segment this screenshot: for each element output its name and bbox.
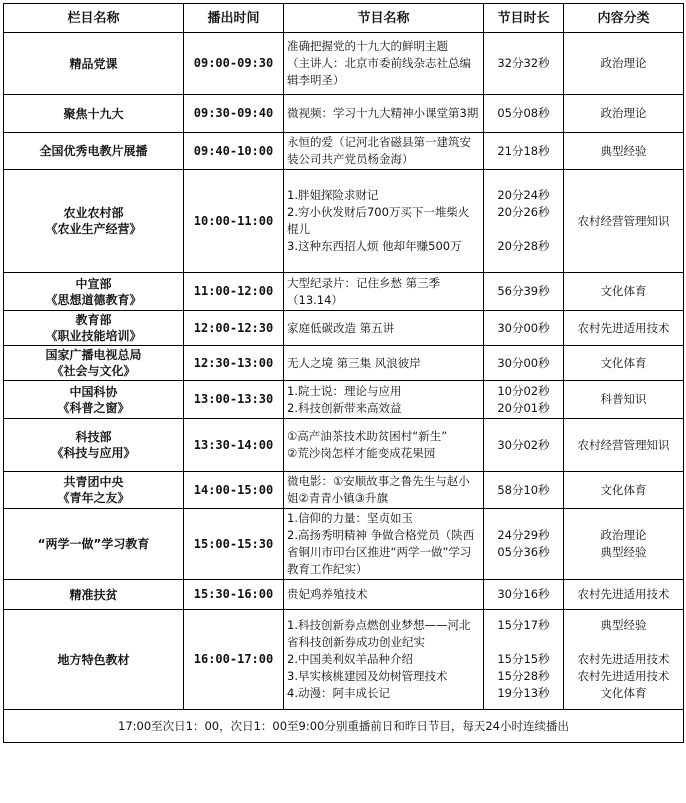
duration-line (487, 634, 560, 651)
program-line: 大型纪录片：记住乡愁 第三季（13.14） (287, 275, 441, 307)
duration-cell (484, 580, 564, 610)
table-row (4, 509, 684, 580)
table-row (4, 346, 684, 381)
program-line: 2.科技创新带来高效益 (287, 400, 402, 415)
category-line: 典型经验 (600, 618, 647, 632)
duration-cell (484, 170, 564, 273)
duration-line: 30分02秒 (497, 437, 550, 452)
duration-line: 19分13秒 (497, 686, 550, 700)
column-name-line: “两学一做”学习教育 (37, 537, 150, 551)
category-cell (564, 133, 684, 170)
air-time-cell: 15:30-16:00 (184, 580, 284, 610)
duration-cell (484, 610, 564, 710)
air-time-cell: 09:00-09:30 (184, 33, 284, 95)
duration-line: 30分16秒 (497, 587, 550, 601)
column-name-line: 《科普之窗》 (57, 400, 130, 415)
program-line: 1.信仰的力量：坚贞如玉 (287, 511, 413, 525)
duration-cell (484, 472, 564, 509)
program-cell (284, 170, 484, 273)
air-time-cell: 11:00-12:00 (184, 273, 284, 311)
category-cell (564, 346, 684, 381)
program-line: 贵妃鸡养殖技术 (287, 587, 368, 601)
header-duration: 节目时长 (484, 4, 564, 33)
category-cell (564, 311, 684, 346)
column-name-line: 《科技与应用》 (51, 446, 136, 460)
column-name-cell (4, 170, 184, 273)
category-line: 科普知识 (600, 392, 647, 406)
program-line: 4.动漫：阿丰成长记 (287, 686, 390, 700)
category-cell (564, 419, 684, 472)
duration-line: 24分29秒 (497, 528, 550, 542)
column-name-cell (4, 33, 184, 95)
category-line: 农村经营管理知识 (577, 437, 670, 452)
duration-line: 05分08秒 (497, 106, 550, 120)
category-line (567, 634, 680, 651)
program-line: 永恒的爱（记河北省磁县第一建筑安装公司共产党员杨金海） (287, 135, 471, 166)
category-cell (564, 580, 684, 610)
column-name-cell (4, 580, 184, 610)
column-name-cell (4, 311, 184, 346)
air-time-cell: 12:30-13:00 (184, 346, 284, 381)
duration-line: 20分01秒 (497, 400, 550, 415)
program-cell (284, 33, 484, 95)
duration-line: 15分28秒 (497, 669, 550, 683)
air-time-cell: 14:00-15:00 (184, 472, 284, 509)
table-row (4, 472, 684, 509)
category-line: 农村先进适用技术 (577, 669, 670, 683)
duration-cell (484, 133, 564, 170)
header-air-time: 播出时间 (184, 4, 284, 33)
program-line: 1.科技创新券点燃创业梦想——河北省科技创新券成功创业纪实 (287, 618, 471, 649)
category-line: 农村先进适用技术 (577, 652, 670, 666)
program-cell (284, 346, 484, 381)
duration-line: 20分28秒 (497, 239, 550, 253)
program-line: ②荒沙岗怎样才能变成花果园 (287, 446, 436, 460)
air-time-cell: 13:00-13:30 (184, 381, 284, 419)
column-name-line: 全国优秀电教片展播 (39, 144, 148, 158)
table-row (4, 311, 684, 346)
duration-cell (484, 509, 564, 580)
program-line: （主讲人：北京市委前线杂志社总编辑李明圣） (287, 56, 471, 87)
category-line: 政治理论 (600, 528, 647, 542)
category-line: 政治理论 (600, 106, 647, 120)
column-name-cell (4, 509, 184, 580)
column-name-line: 共青团中央 (63, 475, 124, 489)
duration-line: 30分00秒 (497, 320, 550, 335)
schedule-body (4, 33, 684, 710)
program-cell (284, 311, 484, 346)
duration-line: 58分10秒 (497, 482, 550, 497)
column-name-line: 农业农村部 (63, 206, 124, 220)
category-cell (564, 472, 684, 509)
category-line: 农村先进适用技术 (577, 587, 670, 601)
column-name-line: 国家广播电视总局 (45, 348, 142, 362)
program-line: 2.穷小伙发财后700万买下一堆柴火棍儿 (287, 205, 470, 236)
column-name-line: 科技部 (75, 430, 112, 444)
category-cell (564, 381, 684, 419)
column-name-line: 《社会与文化》 (51, 364, 136, 378)
column-name-line: 中国科协 (69, 384, 118, 399)
duration-line: 05分36秒 (497, 545, 550, 559)
duration-cell (484, 33, 564, 95)
duration-line: 21分18秒 (497, 143, 550, 158)
program-cell (284, 472, 484, 509)
column-name-line: 聚焦十九大 (63, 106, 124, 121)
table-row (4, 580, 684, 610)
air-time-cell: 12:00-12:30 (184, 311, 284, 346)
program-line: 3.早实核桃建园及幼树管理技术 (287, 669, 448, 683)
air-time-cell: 09:40-10:00 (184, 133, 284, 170)
column-name-cell (4, 381, 184, 419)
table-row (4, 95, 684, 133)
category-line: 文化体育 (600, 355, 647, 370)
duration-line: 30分00秒 (497, 355, 550, 370)
header-program-name: 节目名称 (284, 4, 484, 33)
column-name-line: 《农业生产经营》 (45, 222, 142, 236)
duration-cell (484, 95, 564, 133)
table-row (4, 419, 684, 472)
table-row (4, 170, 684, 273)
schedule-table (3, 3, 684, 743)
program-line: 家庭低碳改造 第五讲 (287, 320, 395, 335)
program-cell (284, 273, 484, 311)
category-line: 文化体育 (600, 686, 647, 700)
duration-cell (484, 273, 564, 311)
program-line: 1.院士说：理论与应用 (287, 383, 402, 398)
air-time-cell: 10:00-11:00 (184, 170, 284, 273)
category-line: 文化体育 (600, 284, 647, 298)
header-category: 内容分类 (564, 4, 684, 33)
column-name-line: 精准扶贫 (69, 587, 118, 602)
program-line: ①高产油茶技术助贫困村“新生” (287, 429, 448, 443)
column-name-line: 《职业技能培训》 (45, 329, 142, 343)
column-name-cell (4, 472, 184, 509)
category-line: 政治理论 (600, 56, 647, 70)
program-cell (284, 610, 484, 710)
duration-cell (484, 381, 564, 419)
footer-row (4, 710, 684, 743)
table-row (4, 33, 684, 95)
category-line: 典型经验 (600, 143, 647, 158)
column-name-line: 《思想道德教育》 (45, 292, 142, 307)
column-name-line: 精品党课 (69, 56, 118, 71)
column-name-line: 地方特色教材 (57, 652, 130, 667)
column-name-cell (4, 95, 184, 133)
table-row (4, 133, 684, 170)
table-row (4, 381, 684, 419)
replay-note: 17:00至次日1：00，次日1：00至9:00分别重播前日和昨日节目，每天24小时连续播出 (4, 710, 684, 743)
duration-line (487, 221, 560, 238)
air-time-cell: 09:30-09:40 (184, 95, 284, 133)
category-line: 农村先进适用技术 (577, 320, 670, 335)
duration-line: 15分15秒 (497, 652, 550, 666)
program-cell (284, 419, 484, 472)
table-row (4, 610, 684, 710)
header-column-name: 栏目名称 (4, 4, 184, 33)
duration-line: 32分32秒 (497, 56, 550, 70)
program-line: 准确把握党的十九大的鲜明主题 (287, 39, 448, 53)
category-cell (564, 33, 684, 95)
column-name-cell (4, 133, 184, 170)
program-line: 微电影：①安顺故事之鲁先生与赵小姐②青青小镇③升旗 (287, 474, 470, 505)
column-name-cell (4, 419, 184, 472)
program-cell (284, 133, 484, 170)
program-cell (284, 509, 484, 580)
column-name-cell (4, 610, 184, 710)
program-cell (284, 381, 484, 419)
category-cell (564, 610, 684, 710)
column-name-line: 《青年之友》 (57, 491, 130, 505)
header-row (4, 4, 684, 33)
program-line: 无人之境 第三集 风浪彼岸 (287, 355, 421, 370)
program-cell (284, 95, 484, 133)
category-cell (564, 509, 684, 580)
duration-line: 20分26秒 (497, 205, 550, 219)
column-name-line: 中宣部 (75, 276, 112, 291)
category-cell (564, 170, 684, 273)
duration-line: 56分39秒 (497, 284, 550, 298)
program-cell (284, 580, 484, 610)
program-line: 1.胖姐探险求财记 (287, 188, 379, 202)
duration-cell (484, 311, 564, 346)
duration-line: 20分24秒 (497, 188, 550, 202)
program-line: 2.中国美利奴羊品种介绍 (287, 652, 413, 666)
duration-cell (484, 419, 564, 472)
program-line: 微视频：学习十九大精神小课堂第3期 (287, 106, 479, 120)
program-line: 2.高扬秀明精神 争做合格党员（陕西省铜川市印台区推进“两学一做”学习教育工作纪实） (287, 528, 475, 576)
air-time-cell: 15:00-15:30 (184, 509, 284, 580)
program-line: 3.这种东西招人烦 他却年赚500万 (287, 239, 462, 253)
air-time-cell: 16:00-17:00 (184, 610, 284, 710)
duration-cell (484, 346, 564, 381)
category-cell (564, 95, 684, 133)
column-name-cell (4, 273, 184, 311)
air-time-cell: 13:30-14:00 (184, 419, 284, 472)
column-name-cell (4, 346, 184, 381)
category-cell (564, 273, 684, 311)
category-line: 典型经验 (600, 545, 647, 559)
category-line: 文化体育 (600, 482, 647, 497)
category-line: 农村经营管理知识 (577, 213, 670, 228)
column-name-line: 教育部 (75, 313, 112, 327)
duration-line: 15分17秒 (497, 618, 550, 632)
duration-line: 10分02秒 (497, 383, 550, 398)
table-row (4, 273, 684, 311)
